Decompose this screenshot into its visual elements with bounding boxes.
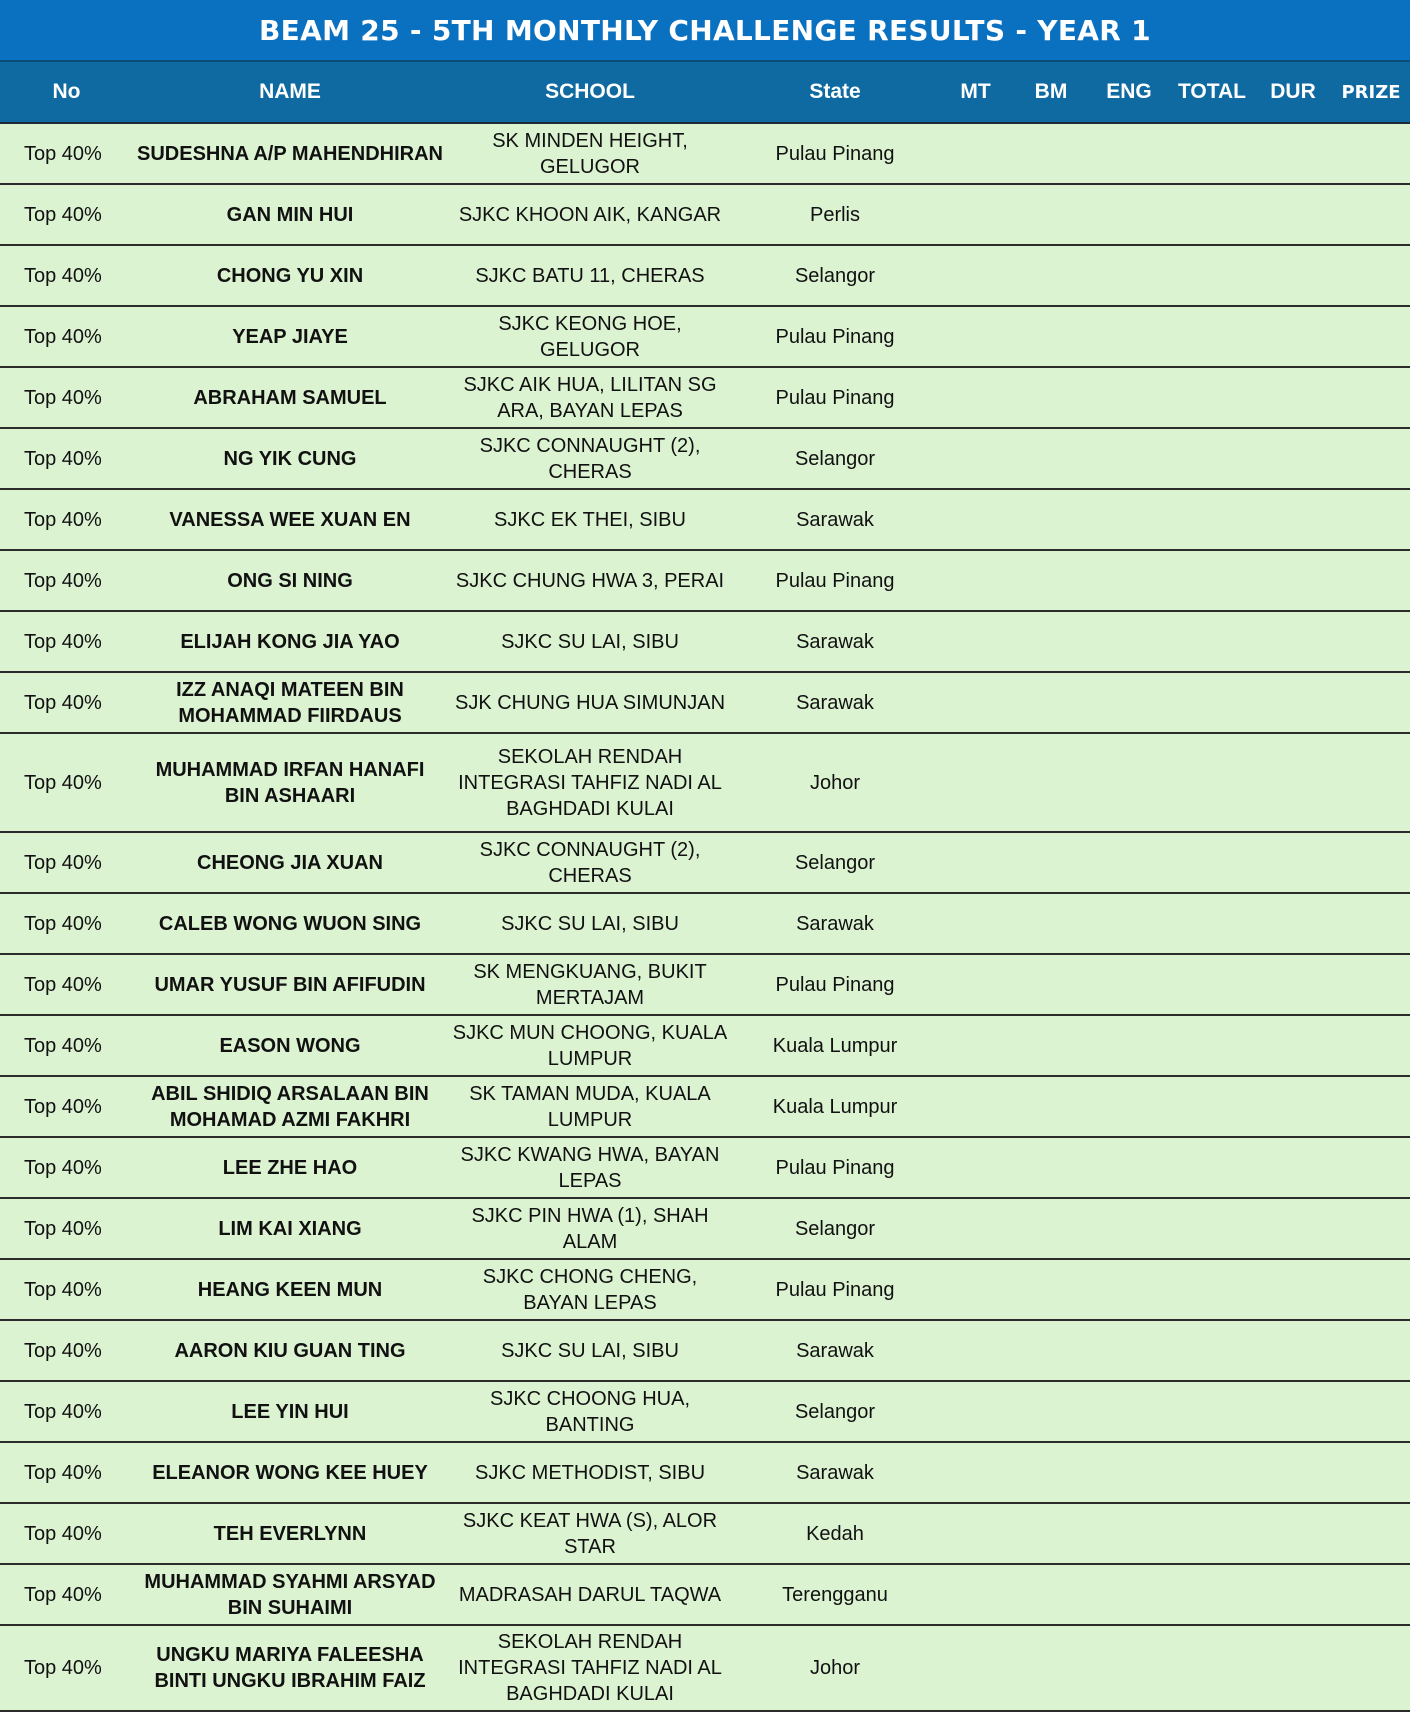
cell-no: Top 40%: [0, 184, 133, 245]
cell-prize: [1332, 489, 1410, 550]
cell-state: Selangor: [733, 832, 937, 893]
cell-total: [1170, 832, 1254, 893]
cell-school: SK MENGKUANG, BUKIT MERTAJAM: [447, 954, 733, 1015]
table-row: [0, 123, 1410, 184]
cell-state: Johor: [733, 1625, 937, 1711]
cell-school: SJKC CHOONG HUA, BANTING: [447, 1381, 733, 1442]
cell-name: CALEB WONG WUON SING: [133, 893, 447, 954]
cell-name: ABRAHAM SAMUEL: [133, 367, 447, 428]
cell-eng: [1088, 306, 1170, 367]
header-state: State: [733, 62, 937, 123]
cell-prize: [1332, 1259, 1410, 1320]
cell-school: SJKC CHUNG HWA 3, PERAI: [447, 550, 733, 611]
cell-name: NG YIK CUNG: [133, 428, 447, 489]
cell-name: HEANG KEEN MUN: [133, 1259, 447, 1320]
cell-mt: [937, 1320, 1014, 1381]
cell-eng: [1088, 954, 1170, 1015]
cell-total: [1170, 1503, 1254, 1564]
cell-eng: [1088, 1076, 1170, 1137]
cell-mt: [937, 611, 1014, 672]
header-bm: BM: [1014, 62, 1088, 123]
cell-state: Sarawak: [733, 1442, 937, 1503]
cell-mt: [937, 1259, 1014, 1320]
table-row: [0, 1015, 1410, 1076]
cell-dur: [1254, 489, 1332, 550]
cell-dur: [1254, 1320, 1332, 1381]
cell-no: Top 40%: [0, 1320, 133, 1381]
cell-name: ELEANOR WONG KEE HUEY: [133, 1442, 447, 1503]
cell-total: [1170, 123, 1254, 184]
header-mt: MT: [937, 62, 1014, 123]
cell-bm: [1014, 1625, 1088, 1711]
cell-name: MUHAMMAD IRFAN HANAFI BIN ASHAARI: [133, 733, 447, 832]
cell-dur: [1254, 1259, 1332, 1320]
table-row: [0, 954, 1410, 1015]
cell-bm: [1014, 1564, 1088, 1625]
cell-no: Top 40%: [0, 306, 133, 367]
cell-no: Top 40%: [0, 832, 133, 893]
cell-total: [1170, 245, 1254, 306]
table-row: [0, 1076, 1410, 1137]
cell-eng: [1088, 1381, 1170, 1442]
cell-no: Top 40%: [0, 1259, 133, 1320]
cell-name: MUHAMMAD SYAHMI ARSYAD BIN SUHAIMI: [133, 1564, 447, 1625]
cell-prize: [1332, 1137, 1410, 1198]
cell-school: SJKC KHOON AIK, KANGAR: [447, 184, 733, 245]
cell-school: MADRASAH DARUL TAQWA: [447, 1564, 733, 1625]
cell-eng: [1088, 1259, 1170, 1320]
cell-total: [1170, 1198, 1254, 1259]
cell-dur: [1254, 954, 1332, 1015]
cell-prize: [1332, 428, 1410, 489]
cell-total: [1170, 1381, 1254, 1442]
cell-school: SJKC SU LAI, SIBU: [447, 1320, 733, 1381]
cell-total: [1170, 1564, 1254, 1625]
cell-dur: [1254, 1015, 1332, 1076]
cell-dur: [1254, 428, 1332, 489]
cell-eng: [1088, 1137, 1170, 1198]
cell-state: Selangor: [733, 245, 937, 306]
cell-prize: [1332, 1320, 1410, 1381]
cell-dur: [1254, 245, 1332, 306]
cell-total: [1170, 489, 1254, 550]
table-body: [0, 123, 1410, 1711]
cell-mt: [937, 1381, 1014, 1442]
cell-eng: [1088, 245, 1170, 306]
cell-school: SJKC SU LAI, SIBU: [447, 611, 733, 672]
cell-prize: [1332, 123, 1410, 184]
cell-dur: [1254, 733, 1332, 832]
cell-total: [1170, 954, 1254, 1015]
cell-mt: [937, 832, 1014, 893]
cell-eng: [1088, 123, 1170, 184]
cell-bm: [1014, 367, 1088, 428]
cell-prize: [1332, 672, 1410, 733]
cell-school: SK MINDEN HEIGHT, GELUGOR: [447, 123, 733, 184]
cell-mt: [937, 123, 1014, 184]
cell-eng: [1088, 1564, 1170, 1625]
cell-no: Top 40%: [0, 1076, 133, 1137]
cell-bm: [1014, 1076, 1088, 1137]
results-table: [0, 62, 1410, 1712]
table-row: [0, 1625, 1410, 1711]
cell-state: Johor: [733, 733, 937, 832]
cell-school: SJKC BATU 11, CHERAS: [447, 245, 733, 306]
cell-eng: [1088, 832, 1170, 893]
cell-bm: [1014, 611, 1088, 672]
page-title: BEAM 25 - 5TH MONTHLY CHALLENGE RESULTS - YEAR 1: [0, 0, 1410, 62]
cell-bm: [1014, 1137, 1088, 1198]
cell-bm: [1014, 1381, 1088, 1442]
cell-state: Kuala Lumpur: [733, 1076, 937, 1137]
cell-dur: [1254, 1076, 1332, 1137]
cell-mt: [937, 893, 1014, 954]
cell-no: Top 40%: [0, 1015, 133, 1076]
cell-school: SJKC CONNAUGHT (2), CHERAS: [447, 832, 733, 893]
cell-bm: [1014, 1503, 1088, 1564]
cell-bm: [1014, 672, 1088, 733]
cell-state: Perlis: [733, 184, 937, 245]
cell-name: AARON KIU GUAN TING: [133, 1320, 447, 1381]
cell-prize: [1332, 245, 1410, 306]
cell-state: Selangor: [733, 1198, 937, 1259]
cell-bm: [1014, 306, 1088, 367]
cell-no: Top 40%: [0, 428, 133, 489]
cell-school: SJKC KEONG HOE, GELUGOR: [447, 306, 733, 367]
cell-dur: [1254, 611, 1332, 672]
cell-dur: [1254, 672, 1332, 733]
cell-name: GAN MIN HUI: [133, 184, 447, 245]
cell-total: [1170, 893, 1254, 954]
cell-bm: [1014, 954, 1088, 1015]
cell-dur: [1254, 1442, 1332, 1503]
cell-no: Top 40%: [0, 1198, 133, 1259]
cell-prize: [1332, 611, 1410, 672]
cell-total: [1170, 1076, 1254, 1137]
cell-no: Top 40%: [0, 1625, 133, 1711]
cell-no: Top 40%: [0, 1503, 133, 1564]
cell-state: Terengganu: [733, 1564, 937, 1625]
cell-state: Pulau Pinang: [733, 306, 937, 367]
cell-mt: [937, 306, 1014, 367]
cell-school: SK TAMAN MUDA, KUALA LUMPUR: [447, 1076, 733, 1137]
cell-no: Top 40%: [0, 1564, 133, 1625]
cell-name: LEE ZHE HAO: [133, 1137, 447, 1198]
cell-state: Selangor: [733, 428, 937, 489]
table-row: [0, 184, 1410, 245]
cell-total: [1170, 611, 1254, 672]
table-row: [0, 672, 1410, 733]
cell-prize: [1332, 306, 1410, 367]
cell-no: Top 40%: [0, 1442, 133, 1503]
cell-eng: [1088, 1625, 1170, 1711]
table-row: [0, 1320, 1410, 1381]
cell-prize: [1332, 1015, 1410, 1076]
cell-eng: [1088, 489, 1170, 550]
table-row: [0, 893, 1410, 954]
cell-total: [1170, 306, 1254, 367]
cell-name: EASON WONG: [133, 1015, 447, 1076]
cell-eng: [1088, 550, 1170, 611]
cell-state: Pulau Pinang: [733, 954, 937, 1015]
cell-name: ONG SI NING: [133, 550, 447, 611]
cell-eng: [1088, 184, 1170, 245]
cell-bm: [1014, 550, 1088, 611]
cell-name: CHEONG JIA XUAN: [133, 832, 447, 893]
table-row: [0, 1137, 1410, 1198]
cell-dur: [1254, 1564, 1332, 1625]
header-prize: PRIZE: [1332, 62, 1410, 123]
cell-name: TEH EVERLYNN: [133, 1503, 447, 1564]
cell-school: SJKC MUN CHOONG, KUALA LUMPUR: [447, 1015, 733, 1076]
cell-no: Top 40%: [0, 367, 133, 428]
cell-school: SJKC EK THEI, SIBU: [447, 489, 733, 550]
header-eng: ENG: [1088, 62, 1170, 123]
cell-no: Top 40%: [0, 733, 133, 832]
cell-state: Sarawak: [733, 893, 937, 954]
cell-mt: [937, 1564, 1014, 1625]
cell-prize: [1332, 954, 1410, 1015]
cell-eng: [1088, 1503, 1170, 1564]
cell-dur: [1254, 893, 1332, 954]
cell-prize: [1332, 832, 1410, 893]
cell-total: [1170, 1625, 1254, 1711]
cell-state: Pulau Pinang: [733, 367, 937, 428]
table-row: [0, 306, 1410, 367]
cell-bm: [1014, 1015, 1088, 1076]
cell-mt: [937, 1625, 1014, 1711]
cell-dur: [1254, 1625, 1332, 1711]
cell-total: [1170, 1320, 1254, 1381]
cell-bm: [1014, 184, 1088, 245]
cell-total: [1170, 550, 1254, 611]
cell-total: [1170, 672, 1254, 733]
table-row: [0, 1259, 1410, 1320]
cell-school: SJKC PIN HWA (1), SHAH ALAM: [447, 1198, 733, 1259]
cell-prize: [1332, 367, 1410, 428]
cell-mt: [937, 1076, 1014, 1137]
cell-bm: [1014, 123, 1088, 184]
table-row: [0, 611, 1410, 672]
cell-name: UNGKU MARIYA FALEESHA BINTI UNGKU IBRAHIM FAIZ: [133, 1625, 447, 1711]
cell-state: Sarawak: [733, 611, 937, 672]
cell-prize: [1332, 1198, 1410, 1259]
cell-state: Pulau Pinang: [733, 123, 937, 184]
header-total: TOTAL: [1170, 62, 1254, 123]
cell-name: CHONG YU XIN: [133, 245, 447, 306]
cell-mt: [937, 1015, 1014, 1076]
cell-bm: [1014, 489, 1088, 550]
cell-state: Sarawak: [733, 489, 937, 550]
cell-name: LEE YIN HUI: [133, 1381, 447, 1442]
cell-eng: [1088, 367, 1170, 428]
cell-no: Top 40%: [0, 954, 133, 1015]
cell-prize: [1332, 1625, 1410, 1711]
cell-no: Top 40%: [0, 611, 133, 672]
cell-mt: [937, 489, 1014, 550]
cell-state: Kuala Lumpur: [733, 1015, 937, 1076]
cell-school: SJKC CHONG CHENG, BAYAN LEPAS: [447, 1259, 733, 1320]
table-row: [0, 733, 1410, 832]
table-row: [0, 367, 1410, 428]
cell-mt: [937, 954, 1014, 1015]
cell-school: SEKOLAH RENDAH INTEGRASI TAHFIZ NADI AL BAGHDADI KULAI: [447, 1625, 733, 1711]
cell-eng: [1088, 672, 1170, 733]
cell-total: [1170, 1442, 1254, 1503]
cell-name: ABIL SHIDIQ ARSALAAN BIN MOHAMAD AZMI FAKHRI: [133, 1076, 447, 1137]
table-row: [0, 550, 1410, 611]
cell-no: Top 40%: [0, 1137, 133, 1198]
cell-dur: [1254, 367, 1332, 428]
cell-total: [1170, 1137, 1254, 1198]
header-school: SCHOOL: [447, 62, 733, 123]
table-row: [0, 1564, 1410, 1625]
cell-state: Pulau Pinang: [733, 1259, 937, 1320]
cell-bm: [1014, 1198, 1088, 1259]
cell-eng: [1088, 733, 1170, 832]
cell-prize: [1332, 1381, 1410, 1442]
cell-name: VANESSA WEE XUAN EN: [133, 489, 447, 550]
cell-dur: [1254, 1198, 1332, 1259]
cell-state: Selangor: [733, 1381, 937, 1442]
table-row: [0, 1381, 1410, 1442]
cell-school: SJKC METHODIST, SIBU: [447, 1442, 733, 1503]
cell-prize: [1332, 550, 1410, 611]
cell-bm: [1014, 1259, 1088, 1320]
cell-total: [1170, 428, 1254, 489]
cell-dur: [1254, 306, 1332, 367]
cell-total: [1170, 1259, 1254, 1320]
cell-name: ELIJAH KONG JIA YAO: [133, 611, 447, 672]
cell-total: [1170, 1015, 1254, 1076]
cell-bm: [1014, 893, 1088, 954]
cell-dur: [1254, 1137, 1332, 1198]
cell-prize: [1332, 1442, 1410, 1503]
cell-dur: [1254, 1381, 1332, 1442]
cell-school: SJKC CONNAUGHT (2), CHERAS: [447, 428, 733, 489]
table-row: [0, 489, 1410, 550]
cell-mt: [937, 1198, 1014, 1259]
cell-mt: [937, 672, 1014, 733]
cell-mt: [937, 1137, 1014, 1198]
cell-school: SJKC KEAT HWA (S), ALOR STAR: [447, 1503, 733, 1564]
cell-mt: [937, 184, 1014, 245]
cell-mt: [937, 1503, 1014, 1564]
cell-school: SJK CHUNG HUA SIMUNJAN: [447, 672, 733, 733]
cell-prize: [1332, 893, 1410, 954]
cell-bm: [1014, 1320, 1088, 1381]
table-row: [0, 428, 1410, 489]
cell-eng: [1088, 1198, 1170, 1259]
cell-state: Sarawak: [733, 1320, 937, 1381]
cell-state: Pulau Pinang: [733, 1137, 937, 1198]
cell-eng: [1088, 893, 1170, 954]
cell-no: Top 40%: [0, 123, 133, 184]
cell-name: UMAR YUSUF BIN AFIFUDIN: [133, 954, 447, 1015]
cell-mt: [937, 428, 1014, 489]
cell-eng: [1088, 1442, 1170, 1503]
cell-eng: [1088, 1015, 1170, 1076]
cell-no: Top 40%: [0, 550, 133, 611]
cell-name: SUDESHNA A/P MAHENDHIRAN: [133, 123, 447, 184]
header-row: [0, 62, 1410, 123]
cell-bm: [1014, 245, 1088, 306]
cell-prize: [1332, 733, 1410, 832]
cell-school: SJKC AIK HUA, LILITAN SG ARA, BAYAN LEPAS: [447, 367, 733, 428]
cell-name: LIM KAI XIANG: [133, 1198, 447, 1259]
table-row: [0, 1198, 1410, 1259]
cell-no: Top 40%: [0, 672, 133, 733]
cell-dur: [1254, 184, 1332, 245]
cell-no: Top 40%: [0, 245, 133, 306]
cell-prize: [1332, 1503, 1410, 1564]
cell-no: Top 40%: [0, 893, 133, 954]
table-row: [0, 832, 1410, 893]
cell-state: Kedah: [733, 1503, 937, 1564]
cell-state: Sarawak: [733, 672, 937, 733]
cell-mt: [937, 1442, 1014, 1503]
cell-bm: [1014, 832, 1088, 893]
header-name: NAME: [133, 62, 447, 123]
cell-mt: [937, 733, 1014, 832]
cell-mt: [937, 550, 1014, 611]
cell-eng: [1088, 611, 1170, 672]
table-row: [0, 1442, 1410, 1503]
cell-dur: [1254, 123, 1332, 184]
table-row: [0, 1503, 1410, 1564]
cell-dur: [1254, 550, 1332, 611]
cell-school: SEKOLAH RENDAH INTEGRASI TAHFIZ NADI AL BAGHDADI KULAI: [447, 733, 733, 832]
cell-bm: [1014, 1442, 1088, 1503]
cell-eng: [1088, 428, 1170, 489]
cell-name: IZZ ANAQI MATEEN BIN MOHAMMAD FIIRDAUS: [133, 672, 447, 733]
cell-state: Pulau Pinang: [733, 550, 937, 611]
cell-school: SJKC SU LAI, SIBU: [447, 893, 733, 954]
cell-mt: [937, 245, 1014, 306]
cell-total: [1170, 367, 1254, 428]
cell-prize: [1332, 184, 1410, 245]
cell-prize: [1332, 1564, 1410, 1625]
cell-dur: [1254, 832, 1332, 893]
header-no: No: [0, 62, 133, 123]
cell-eng: [1088, 1320, 1170, 1381]
cell-no: Top 40%: [0, 489, 133, 550]
cell-bm: [1014, 428, 1088, 489]
cell-total: [1170, 184, 1254, 245]
cell-mt: [937, 367, 1014, 428]
cell-bm: [1014, 733, 1088, 832]
cell-total: [1170, 733, 1254, 832]
cell-prize: [1332, 1076, 1410, 1137]
header-dur: DUR: [1254, 62, 1332, 123]
cell-dur: [1254, 1503, 1332, 1564]
cell-no: Top 40%: [0, 1381, 133, 1442]
cell-school: SJKC KWANG HWA, BAYAN LEPAS: [447, 1137, 733, 1198]
cell-name: YEAP JIAYE: [133, 306, 447, 367]
table-header: [0, 62, 1410, 123]
table-row: [0, 245, 1410, 306]
